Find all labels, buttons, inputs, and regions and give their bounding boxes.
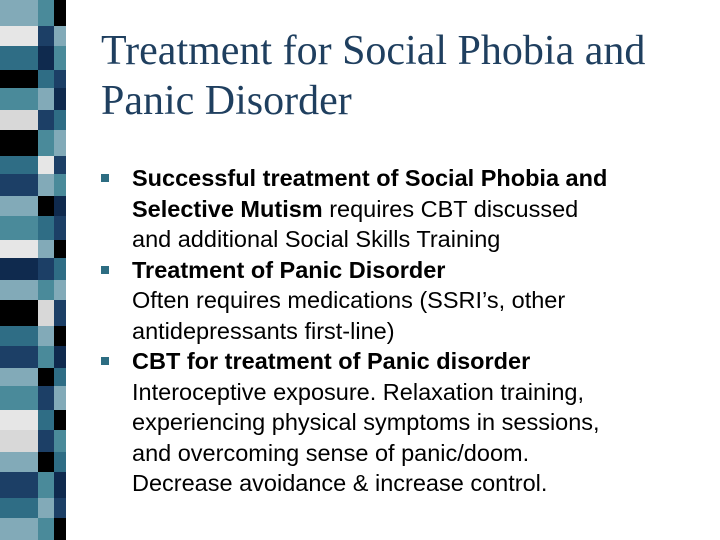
bullet-text: and overcoming sense of panic/doom. [132,439,530,466]
stripe-block [0,452,38,472]
bullet-marker-icon [101,266,109,274]
bullet-item [101,346,716,499]
stripe-block [0,110,38,130]
stripe-block [54,26,66,46]
stripe-block [54,0,66,26]
stripe-block [0,240,38,258]
bullet-item [101,163,716,255]
stripe-block [0,258,38,280]
stripe-block [0,326,38,346]
stripe-block [0,498,38,518]
stripe-block [54,46,66,70]
stripe-block [54,110,66,130]
stripe-block [0,430,38,452]
slide-title [101,26,701,126]
stripe-block [0,346,38,368]
bullet-text: requires CBT discussed [322,195,579,222]
stripe-block [54,386,66,410]
bullet-text: experiencing physical symptoms in sessions, [132,409,600,435]
stripe-block [54,280,66,300]
bullet-text: Interoceptive exposure. Relaxation training, [132,378,584,405]
stripe-block [54,196,66,216]
stripe-block [0,88,38,110]
bullet-text: antidepressants first-line) [132,317,395,344]
stripe-block [54,410,66,430]
stripe-block [0,26,38,46]
bullet-text-bold: Treatment of Panic Disorder [132,256,446,283]
stripe-block [54,130,66,156]
bullet-text-bold: Selective Mutism [132,195,323,222]
bullet-marker-icon [101,174,109,182]
stripe-block [54,368,66,386]
stripe-block [0,174,38,196]
stripe-block [54,300,66,326]
stripe-block [54,216,66,240]
stripe-block [54,156,66,174]
stripe-block [54,452,66,472]
slide-title-line-1: Treatment for Social Phobia and [101,28,646,74]
slide-title-line-2: Panic Disorder [101,78,352,124]
stripe-block [0,0,38,26]
stripe-block [0,46,38,70]
stripe-block [54,258,66,280]
bullet-item [101,255,716,347]
stripe-block [0,518,38,540]
bullet-text-bold: CBT for treatment of Panic disorder [132,348,531,374]
bullet-list [101,163,716,499]
bullet-marker-icon [101,357,109,365]
stripe-block [0,368,38,386]
stripe-block [54,70,66,88]
decorative-stripe [0,0,66,540]
stripe-block [54,472,66,498]
bullet-text: Often requires medications (SSRI’s, other [132,287,566,313]
stripe-block [0,386,38,410]
stripe-block [0,70,38,88]
stripe-block [54,326,66,346]
stripe-block [0,280,38,300]
stripe-block [0,472,38,498]
stripe-block [54,88,66,110]
bullet-text: and additional Social Skills Training [132,226,501,252]
stripe-block [0,156,38,174]
stripe-block [54,498,66,518]
stripe-block [54,346,66,368]
stripe-block [54,518,66,540]
stripe-block [0,300,38,326]
stripe-block [54,240,66,258]
stripe-block [54,430,66,452]
bullet-text-bold: Successful treatment of Social Phobia and [132,165,608,191]
stripe-block [0,196,38,216]
stripe-block [0,216,38,240]
bullet-text: Decrease avoidance & increase control. [132,470,548,496]
stripe-block [54,174,66,196]
stripe-block [0,130,38,156]
stripe-block [0,410,38,430]
